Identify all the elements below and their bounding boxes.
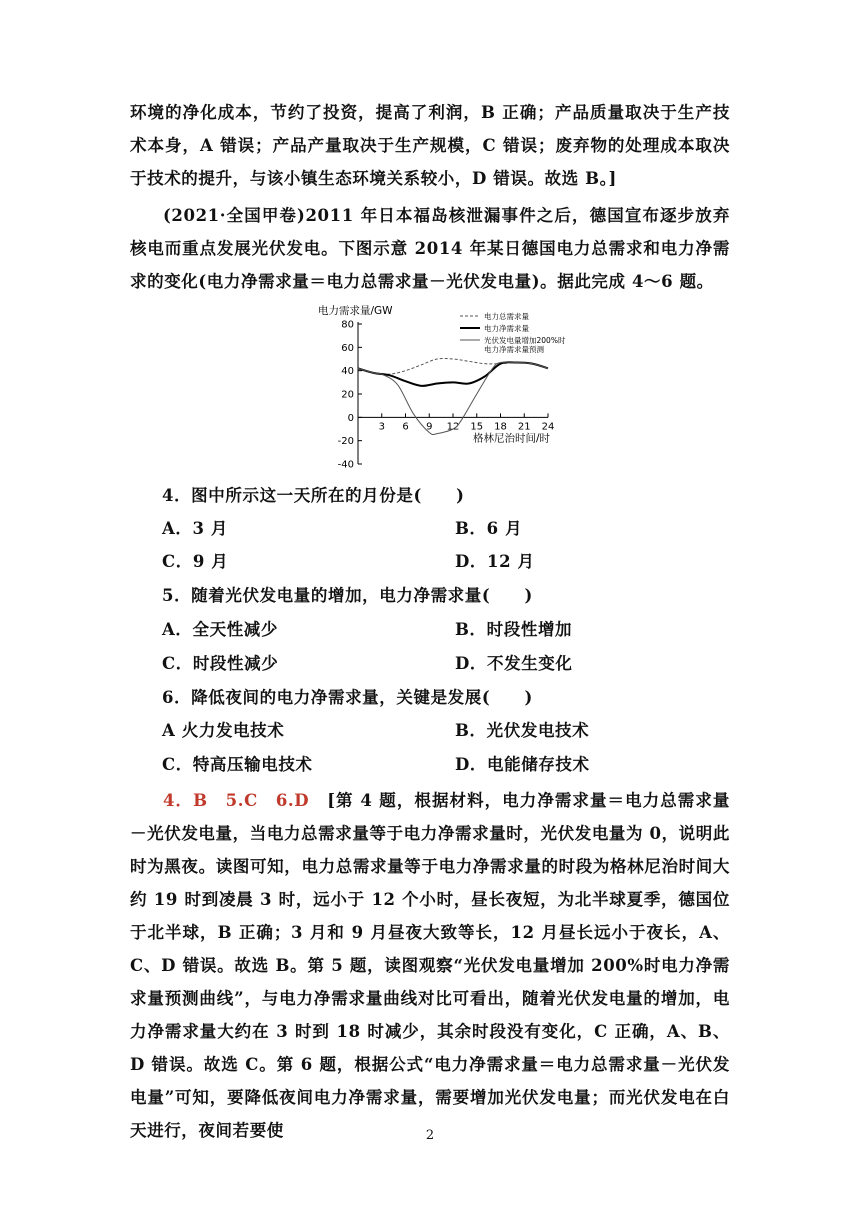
- y-tick-label: 80: [341, 319, 354, 331]
- y-tick-label: 0: [347, 412, 354, 424]
- x-tick-label: 6: [402, 421, 409, 433]
- x-tick-label: 12: [446, 421, 460, 433]
- q6-option-c[interactable]: C．特高压输电技术: [162, 755, 313, 774]
- page-number: 2: [425, 1128, 435, 1143]
- y-tick-label: 60: [341, 342, 354, 354]
- q4-option-c[interactable]: C．9 月: [162, 552, 229, 571]
- q6-option-b[interactable]: B．光伏发电技术: [455, 721, 590, 740]
- q4-option-b[interactable]: B．6 月: [455, 519, 523, 538]
- x-tick-label: 9: [426, 421, 433, 433]
- x-tick-label: 24: [541, 421, 555, 433]
- x-tick-label: 21: [517, 421, 531, 433]
- answer-body: [第 4 题，根据材料，电力净需求量＝电力总需求量－光伏发电量，当电力总需求量等于电力净需求量时，光伏发电量为 0，说明此时为黑夜。读图可知，电力总需求量等于电力净需求量的时段为格林尼治时间大约 19 时到凌晨 3 时，远小于 12 个小时，昼长夜短，为北半球夏季，德国位于北半球，B 正确；3 月和 9 月昼夜大致等长，12 月昼长远小于夜长，A、C、D 错误。故选 B。第 5 题，读图观察“光伏发电量增加 200%时电力净需求量预测曲线”，与电力净需求量曲线对比可看出，随着光伏发电量的增加，电力净需求量大约在 3 时到 18 时减少，其余时段没有变化，C 正确，A、B、D 错误。故选 C。第 6 题，根据公式“电力净需求量＝电力总需求量－光伏发电量”可知，要降低夜间电力净需求量，需要增加光伏发电量；而光伏发电在白天进行，夜间若要使: [130, 791, 730, 1140]
- y-tick-label: 40: [341, 366, 354, 378]
- question-4: 4．图中所示这一天所在的月份是( ): [162, 486, 465, 505]
- q6-option-a[interactable]: A 火力发电技术: [162, 721, 285, 740]
- x-axis-label: 格林尼治时间/时: [472, 432, 550, 445]
- answer-explanation: [130, 784, 730, 1147]
- y-tick-label: -20: [337, 436, 354, 448]
- q6-option-d[interactable]: D．电能储存技术: [455, 755, 590, 774]
- paragraph-prev-answer: 环境的净化成本，节约了投资，提高了利润，B 正确；产品质量取决于生产技术本身，A 错误；产品产量取决于生产规模，C 错误；废弃物的处理成本取决于技术的提升，与该小镇生态环境关系较小，D 错误。故选 B。]: [130, 103, 730, 188]
- answer-key: 4．B 5.C 6.D: [163, 791, 310, 810]
- q4-option-d[interactable]: D．12 月: [455, 552, 535, 571]
- series-line-2: [358, 362, 548, 386]
- x-tick-label: 15: [470, 421, 484, 433]
- q5-option-c[interactable]: C．时段性减少: [162, 654, 279, 673]
- y-tick-label: 20: [341, 389, 354, 401]
- legend-label-1: 电力总需求量: [484, 312, 529, 321]
- power-demand-chart: [300, 300, 600, 470]
- x-tick-label: 3: [378, 421, 385, 433]
- paragraph-stem: (2021·全国甲卷)2011 年日本福岛核泄漏事件之后，德国宣布逐步放弃核电而重点发展光伏发电。下图示意 2014 年某日德国电力总需求和电力净需求的变化(电力净需求量＝电力总需求量－光伏发电量)。据此完成 4～6 题。: [130, 206, 730, 291]
- question-6: 6．降低夜间的电力净需求量，关键是发展( ): [162, 688, 533, 707]
- q5-option-d[interactable]: D．不发生变化: [455, 654, 573, 673]
- q5-option-b[interactable]: B．时段性增加: [455, 620, 573, 639]
- y-axis-label: 电力需求量/GW: [318, 305, 393, 317]
- y-tick-label: -40: [337, 459, 354, 470]
- question-5: 5．随着光伏发电量的增加，电力净需求量( ): [162, 586, 533, 605]
- series-line-1: [358, 358, 548, 374]
- x-tick-label: 18: [494, 421, 507, 433]
- q5-option-a[interactable]: A．全天性减少: [162, 620, 279, 639]
- legend-label-2: 电力净需求量: [484, 324, 529, 333]
- legend-label-3b: 电力净需求量预测: [484, 345, 544, 354]
- legend-label-3a: 光伏发电量增加200%时: [484, 336, 566, 345]
- q4-option-a[interactable]: A．3 月: [162, 519, 229, 538]
